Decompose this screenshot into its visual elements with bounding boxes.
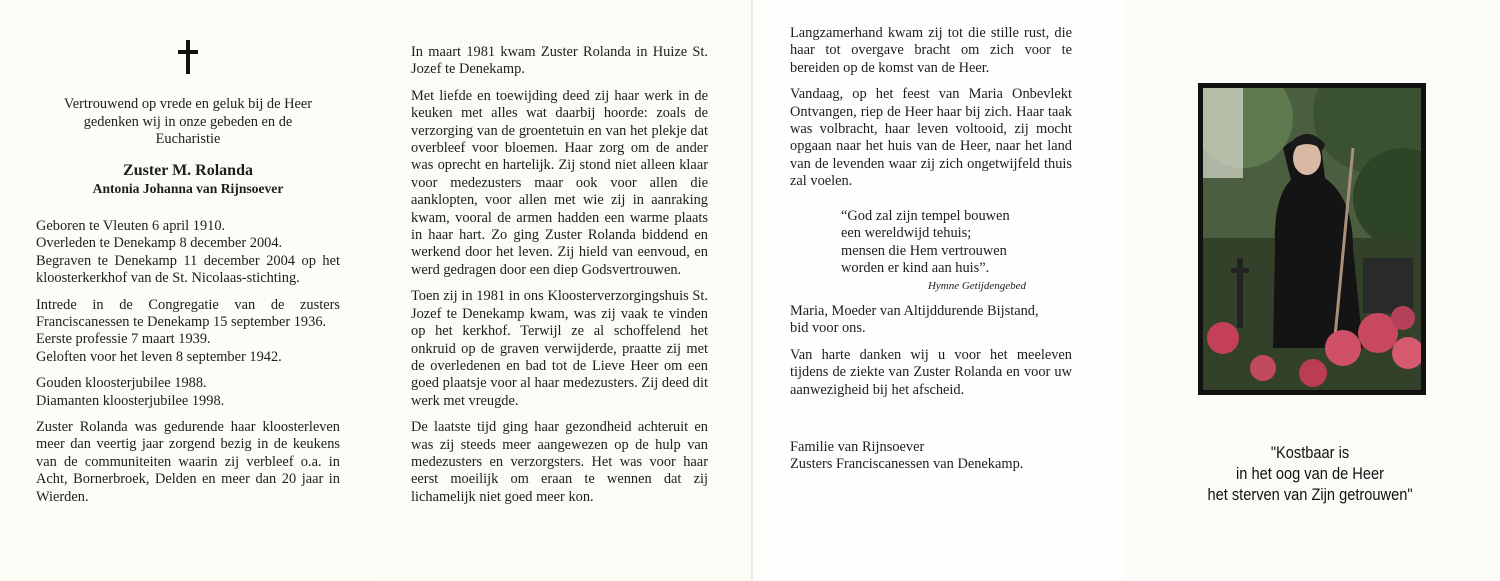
cross-icon [176, 40, 200, 74]
poem-source: Hymne Getijdengebed [927, 280, 1026, 292]
deceased-name: Zuster M. Rolanda [123, 162, 253, 179]
dates-block: Geboren te Vleuten 6 april 1910. Overleden te Denekamp 8 december 2004. Begraven te Denekamp 11 december 2004 op het kloosterkerkhof van de St. Nicolaas-stichting. Intrede in de Congregatie van de zusters Franciscanessen te Denekamp 15 september 1936. Eerste professie 7 maart 1939. Geloften voor het leven 8 september 1942. Gouden kloosterjubilee 1988. Diamanten kloosterjubilee 1998. Zuster Rolanda was gedurende haar kloosterleven meer dan veertig jaar zorgend bezig in de keukens van de communiteiten waarin zij verbleef o.a. in Acht, Bornerbroek, Delden en meer dan 20 jaar in Wierden. [36, 218, 340, 505]
memorial-photo [1198, 83, 1426, 395]
intro-text: Vertrouwend op vrede en geluk bij de Heer gedenken wij in onze gebeden en de Eucharistie [63, 96, 313, 148]
hymn-poem: “God zal zijn tempel bouwen een wereldwijd tehuis; mensen die Hem vertrouwen worden er kind aan huis”. [841, 208, 1010, 277]
thanks-paragraph: Van harte danken wij u voor het meeleven tijdens de ziekte van Zuster Rolanda en voor uw aanwezigheid bij het afscheid. [790, 346, 1072, 398]
signature-block: Familie van Rijnsoever Zusters Franciscanessen van Denekamp. [790, 439, 1024, 473]
scripture-quote: "Kostbaar is in het oog van de Heer het sterven van Zijn getrouwen" [1207, 443, 1413, 504]
prayer-block: Maria, Moeder van Altijddurende Bijstand, bid voor ons. Van harte danken wij u voor het meeleven tijdens de ziekte van Zuster Rolanda en voor uw aanwezigheid bij het afscheid. [790, 303, 1072, 398]
bio-paragraph: Zuster Rolanda was gedurende haar kloosterleven meer dan veertig jaar zorgend bezig in de keukens van de communiteiten waarin zij verbleef o.a. in Acht, Bornerbroek, Delden en meer dan 20 jaar in Wierden. [36, 419, 340, 505]
story-block: In maart 1981 kwam Zuster Rolanda in Huize St. Jozef te Denekamp. Met liefde en toewijding deed zij haar werk in de keuken met alles wat daarbij hoorde: zoals de verzorging van de groentetuin en van het plekje dat overbleef voor bloemen. Haar zorg om de ander was oprecht en hartelijk. Zij stond niet alleen klaar voor medezusters maar ook voor allen die aanklopten, voor allen met wie zij in aanraking kwam, vooral de armen hadden een warme plaats in haar hart. Zo ging Zuster Rolanda biddend en werkend door het leven. Zij hield van eenvoud, en werd gedragen door een diep Godsvertrouwen. Toen zij in 1981 in ons Kloosterverzorgingshuis St. Jozef te Denekamp kwam, was zij vaak te vinden op het kerkhof. Terwijl ze al schoffelend het onkruid op de graven verwijderde, praatte zij met de overledenen en bad tot de Lieve Heer om een goed plaatsje voor al haar medezusters. Zij deed dit werk met vreugde. De laatste tijd ging haar gezondheid achteruit en was zij steeds meer aangewezen op de hulp van medezusters en verzorgsters. Het was voor haar eerst moeilijk om eraan te wennen dat zij lichamelijk niet goed meer kon. [411, 44, 708, 505]
deceased-full-name: Antonia Johanna van Rijnsoever [92, 181, 284, 196]
closing-block: Langzamerhand kwam zij tot die stille rust, die haar tot overgave bracht om zich voor te bereiden op de komst van de Heer. Vandaag, op het feest van Maria Onbevlekt Ontvangen, riep de Heer haar bij zich. Haar taak was volbracht, haar leven voltooid, zij mocht opgaan naar het huis van de Heer, naar het land van de levenden waar zij zich ongetwijfeld thuis zal voelen. [790, 25, 1072, 190]
fold-line [751, 0, 753, 581]
